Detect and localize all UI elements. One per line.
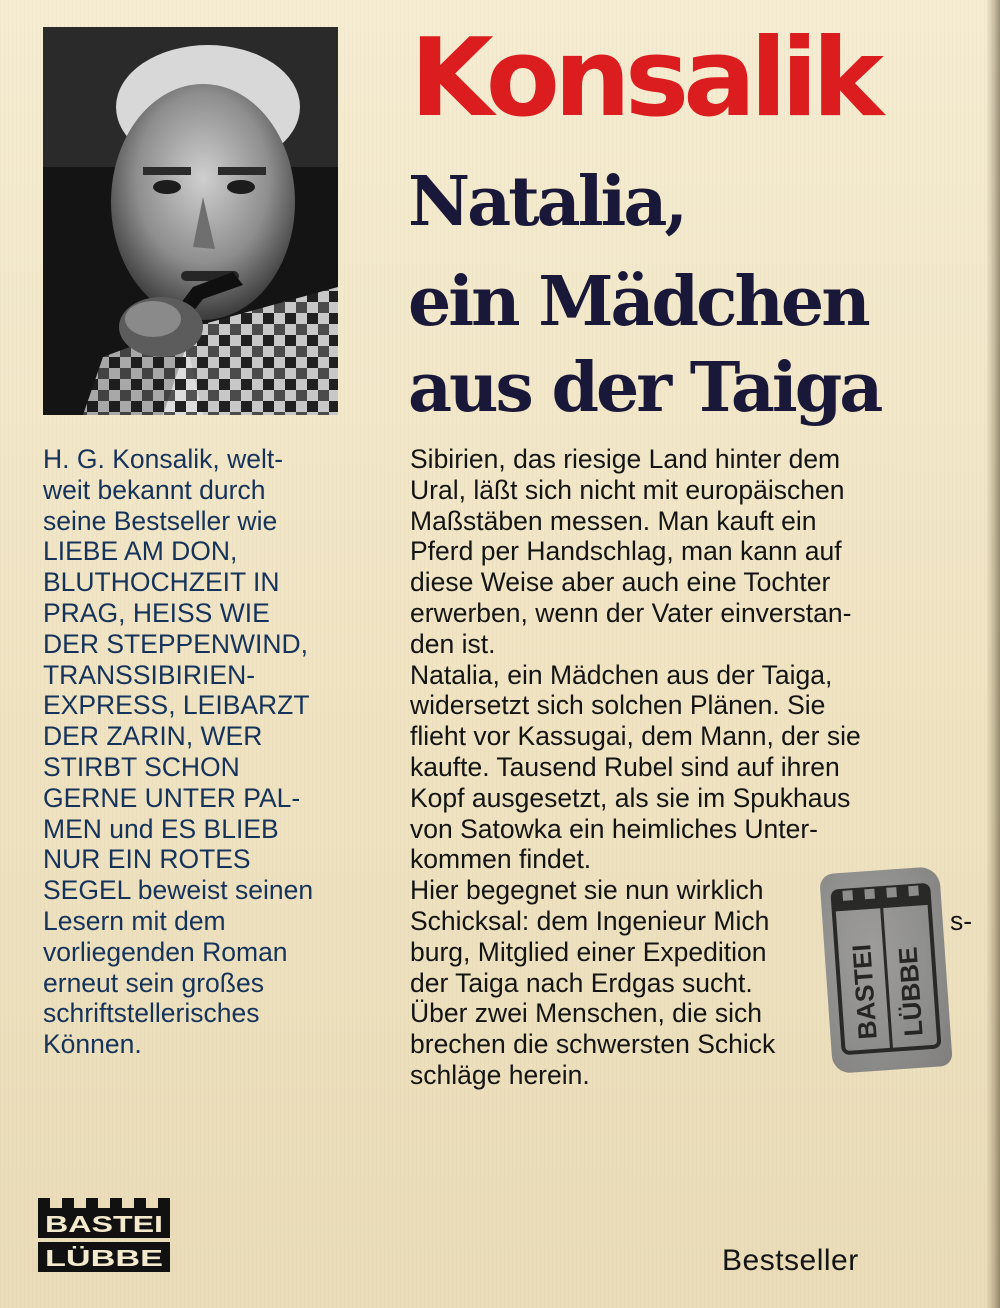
blurb-line: Natalia, ein Mädchen aus der Taiga, xyxy=(410,659,833,690)
author-bio-line: PRAG, HEISS WIE xyxy=(43,597,270,628)
sticker-text-luebbe: LÜBBE xyxy=(892,945,929,1038)
bastei-luebbe-logo xyxy=(38,1198,178,1276)
book-title-line-1: Natalia, xyxy=(408,162,686,242)
author-bio-line: MEN und ES BLIEB xyxy=(43,813,279,844)
blurb-line: diese Weise aber auch eine Tochter xyxy=(410,567,831,598)
blurb-line: der Taiga nach Erdgas sucht. xyxy=(410,967,753,998)
blurb-line: widersetzt sich solchen Plänen. Sie xyxy=(410,690,826,721)
blurb-line: Kopf ausgesetzt, als sie im Spukhaus xyxy=(410,782,851,813)
author-bio-line: schriftstellerisches xyxy=(43,998,260,1029)
author-bio-line: vorliegenden Roman xyxy=(43,936,288,967)
author-name: Konsalik xyxy=(410,16,878,141)
author-bio xyxy=(43,444,313,1060)
series-label: Bestseller xyxy=(722,1244,859,1277)
blurb-line: Maßstäben messen. Man kauft ein xyxy=(410,505,817,536)
author-bio-line: STIRBT SCHON xyxy=(43,751,240,782)
blurb-line: erwerben, wenn der Vater einverstan- xyxy=(410,597,852,628)
logo-text-bastei: BASTEI xyxy=(45,1211,163,1237)
author-bio-line: SEGEL beweist seinen xyxy=(43,875,314,906)
author-bio-line: GERNE UNTER PAL- xyxy=(43,782,301,813)
blurb-line: burg, Mitglied einer Expedition xyxy=(410,936,767,967)
author-bio-line: weit bekannt durch xyxy=(43,474,266,505)
blurb-line: Über zwei Menschen, die sich xyxy=(410,998,763,1029)
logo-text-luebbe: LÜBBE xyxy=(45,1245,163,1271)
blurb-line: Schicksal: dem Ingenieur Mich xyxy=(410,905,770,936)
author-bio-line: BLUTHOCHZEIT IN xyxy=(43,567,280,598)
author-bio-line: TRANSSIBIRIEN- xyxy=(43,659,256,690)
author-bio-line: DER STEPPENWIND, xyxy=(43,628,309,659)
author-bio-line: H. G. Konsalik, welt- xyxy=(43,444,284,474)
blurb-line: von Satowka ein heimliches Unter- xyxy=(410,813,818,844)
bastei-luebbe-price-sticker xyxy=(819,866,953,1074)
cover-edge-shadow xyxy=(986,0,1000,1308)
author-bio-line: seine Bestseller wie xyxy=(43,505,278,536)
blurb-line: Ural, läßt sich nicht mit europäischen xyxy=(410,474,845,505)
book-title-line-2: ein Mädchen xyxy=(408,262,868,342)
author-bio-line: EXPRESS, LEIBARZT xyxy=(43,690,310,721)
sticker-text-bastei: BASTEI xyxy=(846,943,883,1041)
author-portrait-photo xyxy=(43,27,338,415)
blurb-line: brechen die schwersten Schick xyxy=(410,1029,776,1060)
author-bio-line: NUR EIN ROTES xyxy=(43,844,251,875)
blurb-line: Sibirien, das riesige Land hinter dem xyxy=(410,444,841,474)
blurb-line: kommen findet. xyxy=(410,844,592,875)
book-title-line-3: aus der Taiga xyxy=(408,348,881,428)
author-bio-line: Lesern mit dem xyxy=(43,905,226,936)
author-bio-line: LIEBE AM DON, xyxy=(43,536,238,567)
book-blurb xyxy=(410,444,861,1091)
blurb-line: schläge herein. xyxy=(410,1059,590,1090)
blurb-line: kaufte. Tausend Rubel sind auf ihren xyxy=(410,751,840,782)
blurb-line: Pferd per Handschlag, man kann auf xyxy=(410,536,842,567)
author-bio-line: erneut sein großes xyxy=(43,967,264,998)
blurb-line-tail: s- xyxy=(950,906,973,936)
blurb-line: den ist. xyxy=(410,628,496,659)
blurb-line: flieht vor Kassugai, dem Mann, der sie xyxy=(410,721,861,752)
author-bio-line: Können. xyxy=(43,1029,142,1060)
blurb-line: Hier begegnet sie nun wirklich xyxy=(410,875,764,906)
author-bio-line: DER ZARIN, WER xyxy=(43,721,263,752)
